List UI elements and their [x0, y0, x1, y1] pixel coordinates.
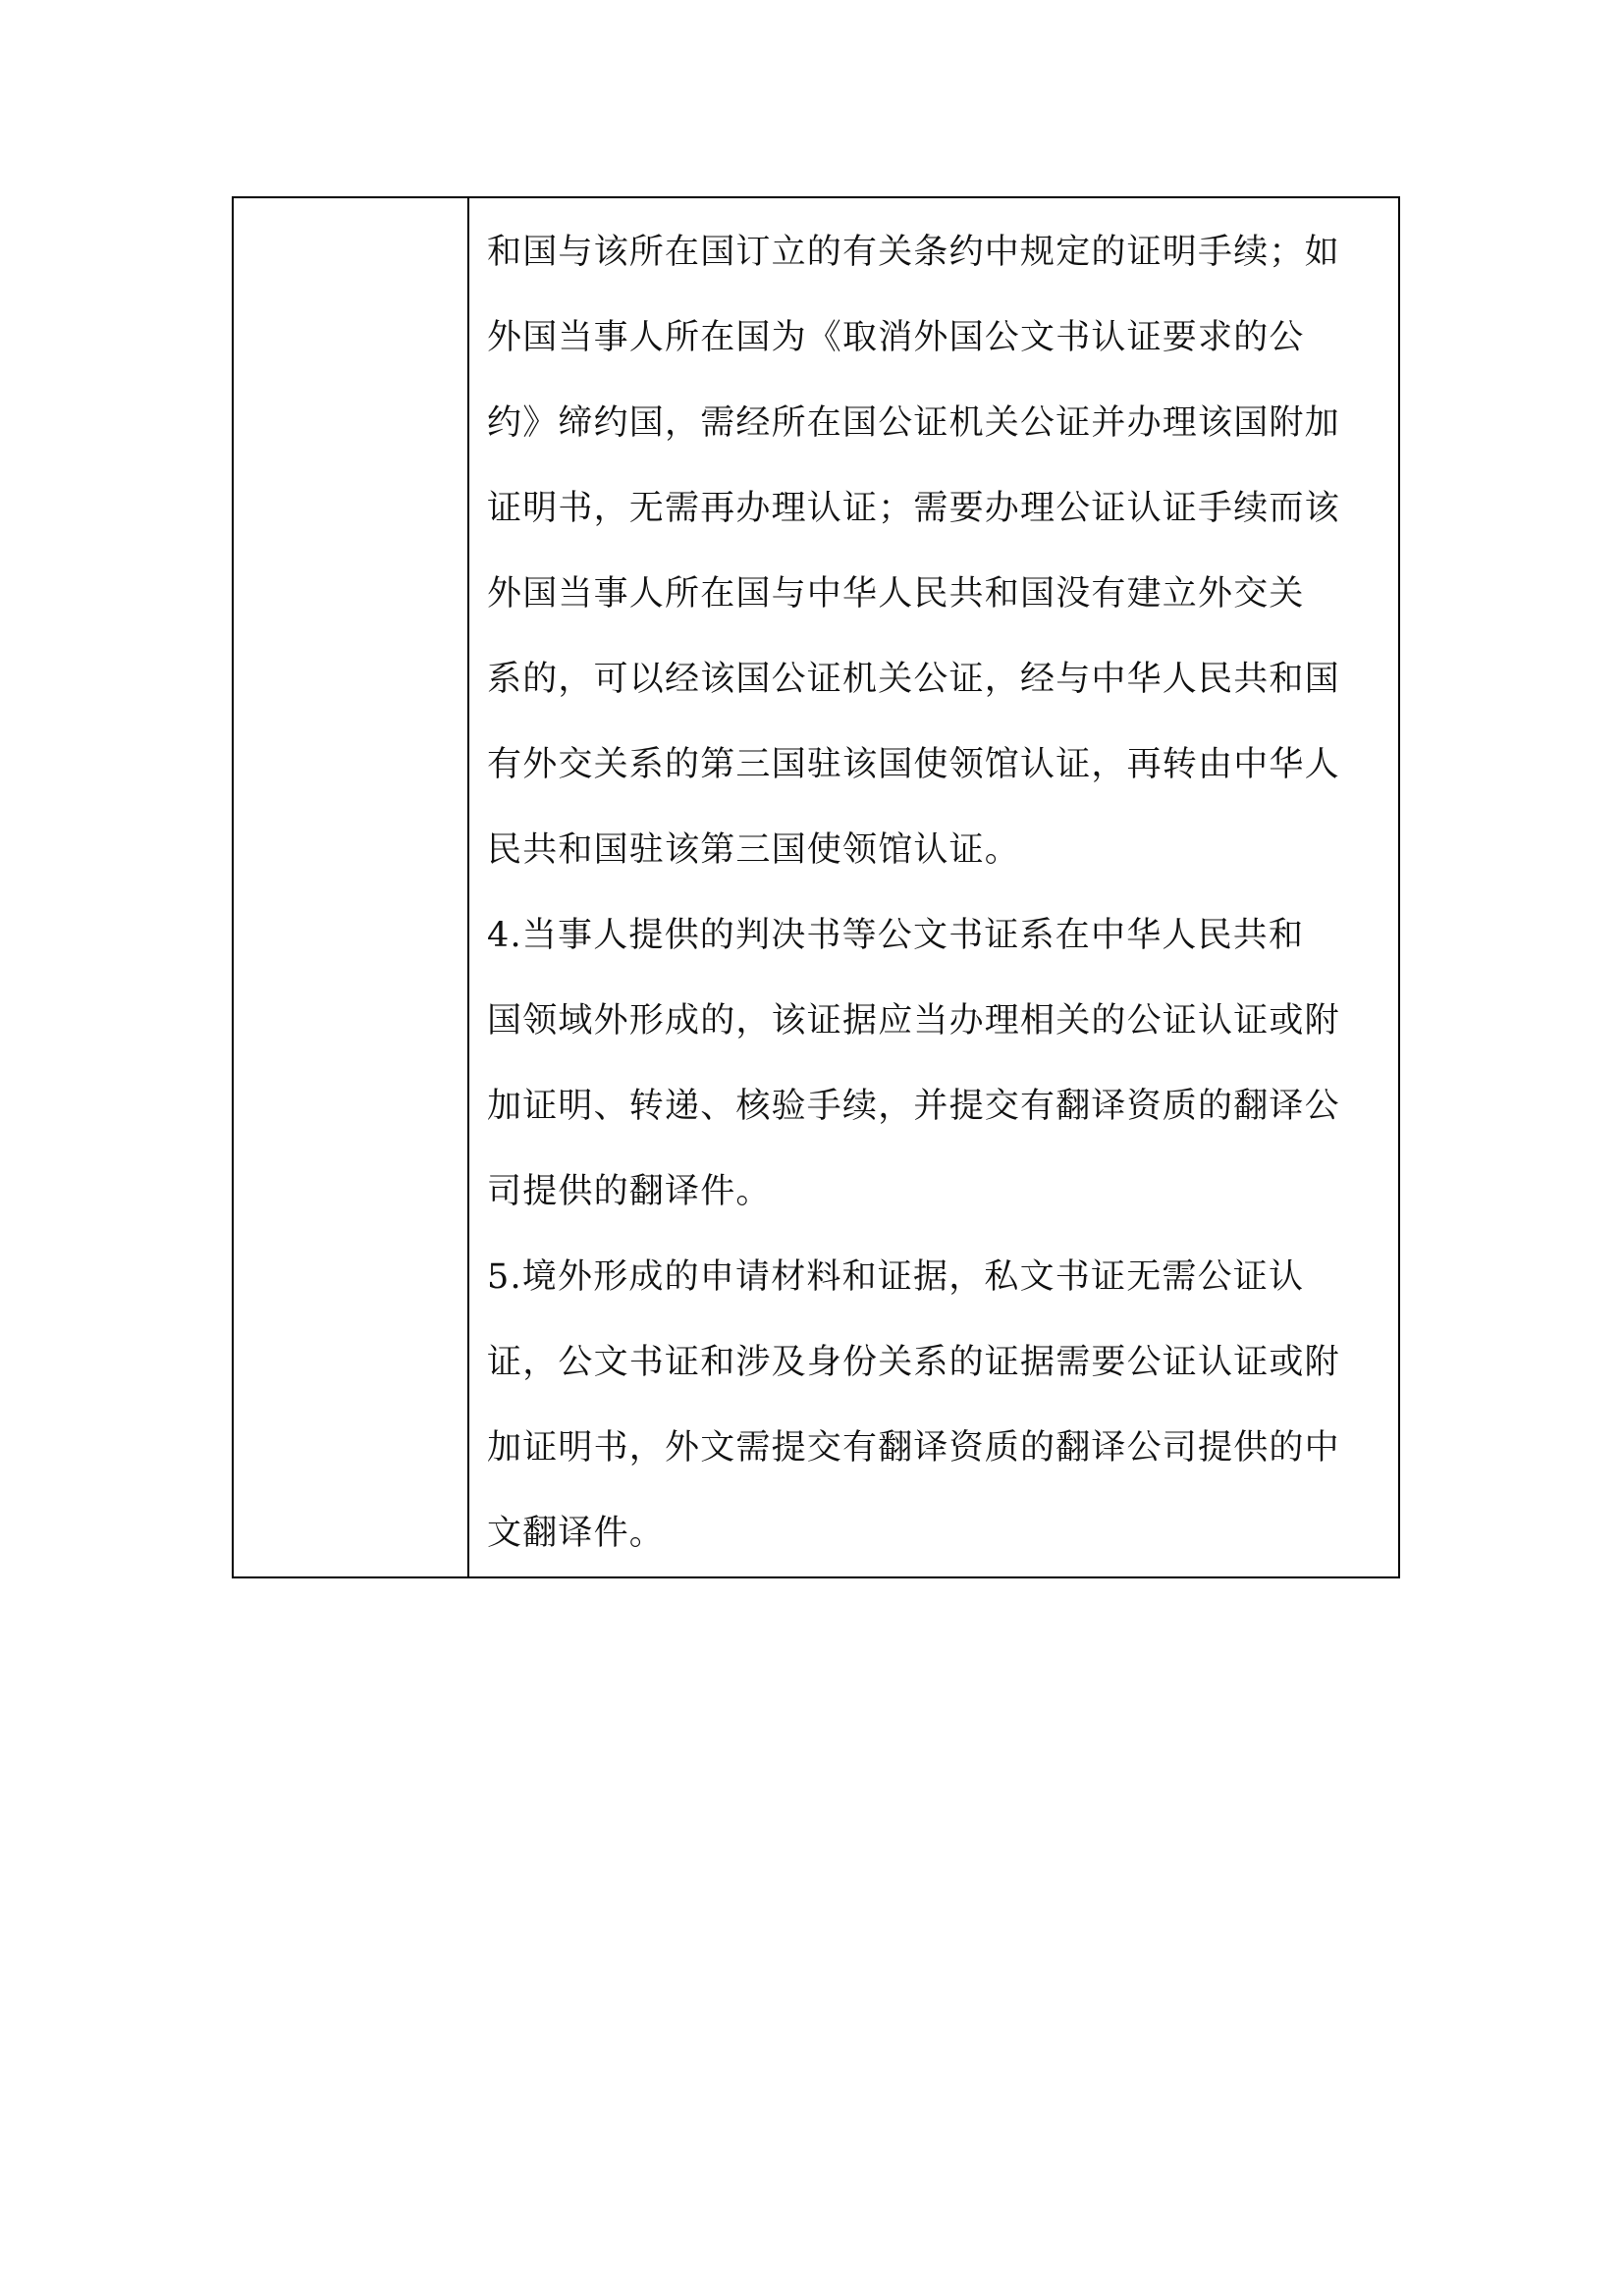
requirements-table	[232, 196, 1400, 1578]
text-line: 4.当事人提供的判决书等公文书证系在中华人民共和	[487, 916, 1305, 955]
text-line: 外国当事人所在国为《取消外国公文书认证要求的公	[487, 318, 1305, 357]
text-line: 和国与该所在国订立的有关条约中规定的证明手续；如	[487, 233, 1340, 272]
text-line: 文翻译件。	[487, 1514, 666, 1553]
text-line: 系的，可以经该国公证机关公证，经与中华人民共和国	[487, 660, 1340, 699]
table-left-cell	[233, 197, 468, 1577]
text-line: 外国当事人所在国与中华人民共和国没有建立外交关	[487, 574, 1305, 614]
text-line: 5.境外形成的申请材料和证据，私文书证无需公证认	[487, 1257, 1305, 1297]
text-line: 司提供的翻译件。	[487, 1172, 772, 1211]
text-line: 有外交关系的第三国驻该国使领馆认证，再转由中华人	[487, 745, 1340, 784]
text-line: 加证明书，外文需提交有翻译资质的翻译公司提供的中	[487, 1428, 1340, 1468]
table-right-cell	[468, 197, 1399, 1577]
table-row	[233, 197, 1399, 1577]
text-line: 国领域外形成的，该证据应当办理相关的公证认证或附	[487, 1001, 1340, 1041]
text-line: 民共和国驻该第三国使领馆认证。	[487, 830, 1021, 870]
text-line: 加证明、转递、核验手续，并提交有翻译资质的翻译公	[487, 1087, 1340, 1126]
text-line: 证明书，无需再办理认证；需要办理公证认证手续而该	[487, 489, 1340, 528]
text-line: 证，公文书证和涉及身份关系的证据需要公证认证或附	[487, 1343, 1340, 1382]
requirements-text	[469, 198, 1398, 1576]
text-line: 约》缔约国，需经所在国公证机关公证并办理该国附加	[487, 403, 1340, 443]
